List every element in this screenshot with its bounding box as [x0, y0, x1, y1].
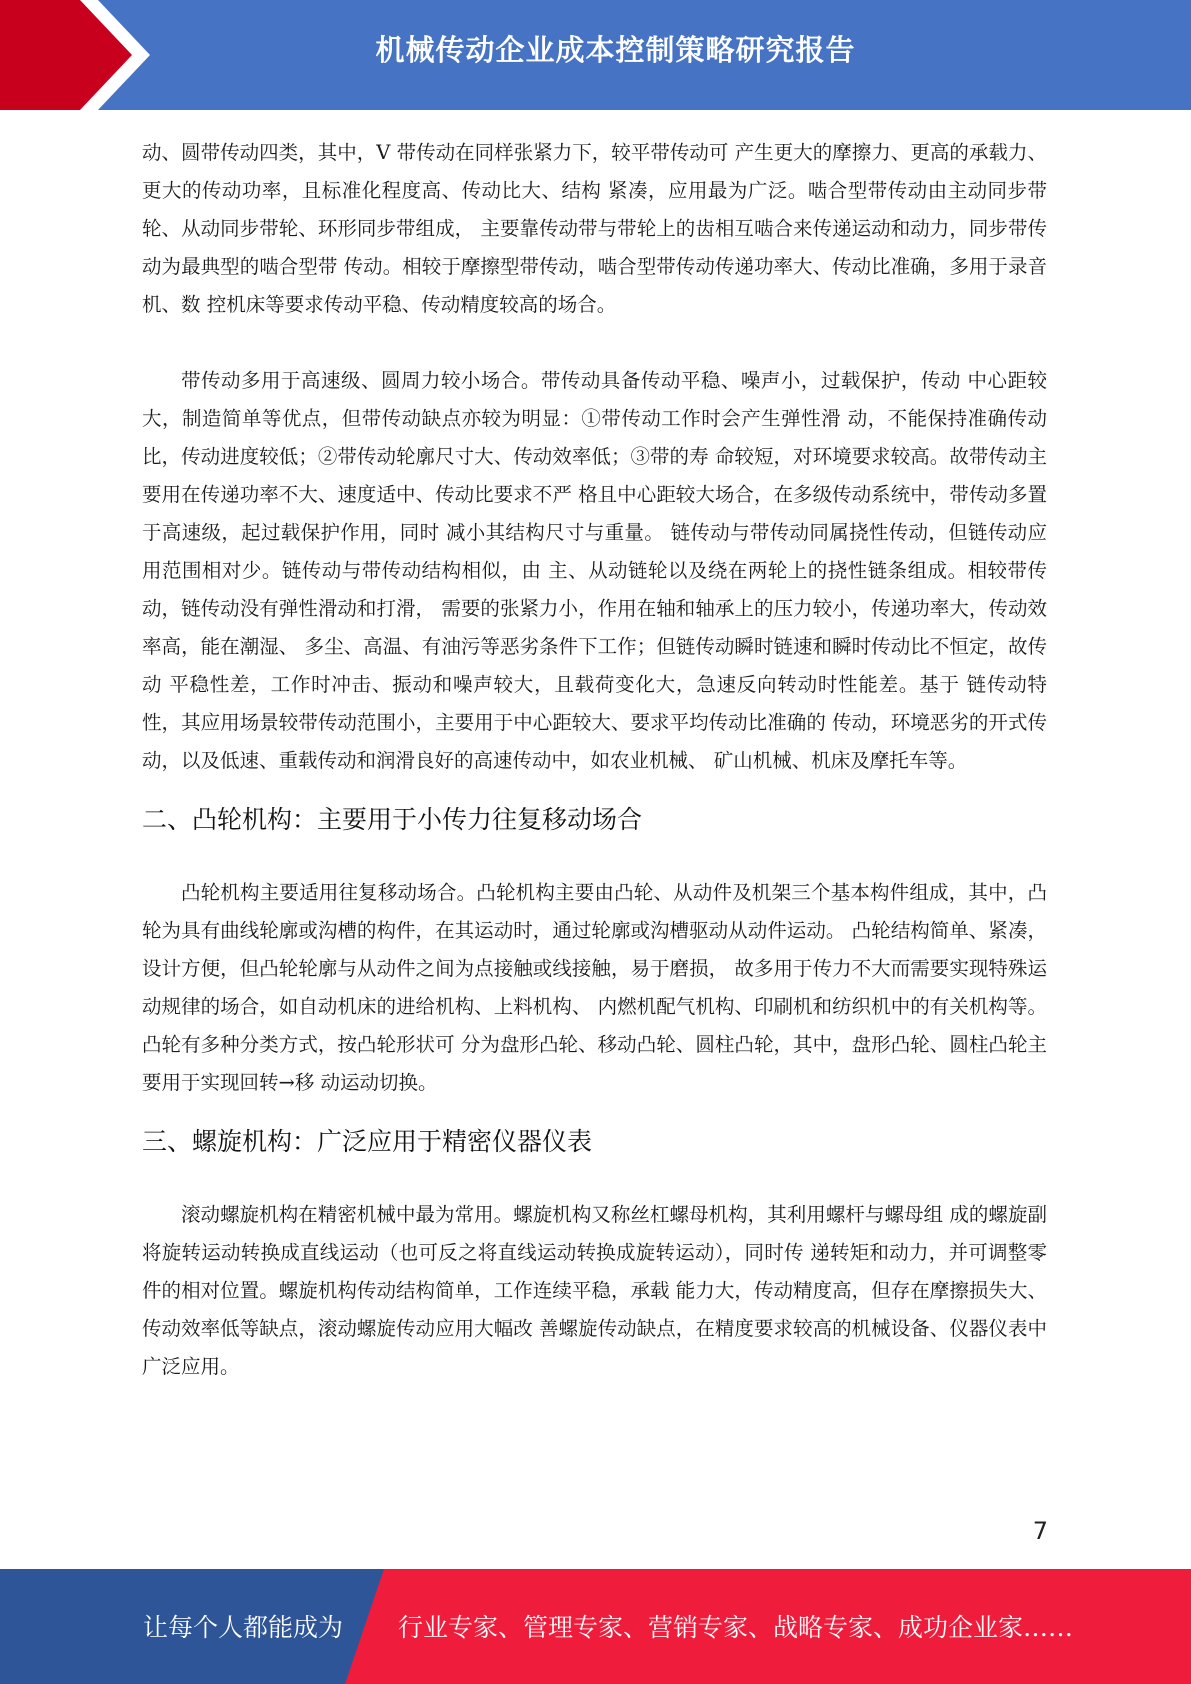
main-content	[142, 134, 1047, 1386]
section-heading: 二、凸轮机构：主要用于小传力往复移动场合	[142, 805, 643, 834]
footer-slogan-right: 行业专家、管理专家、营销专家、战略专家、成功企业家……	[398, 1613, 1074, 1642]
section-heading: 三、螺旋机构：广泛应用于精密仪器仪表	[142, 1127, 593, 1156]
footer-slogan-left: 让每个人都能成为	[143, 1613, 344, 1642]
report-title: 机械传动企业成本控制策略研究报告	[375, 33, 856, 67]
page-header	[0, 0, 1191, 110]
body-paragraph: 滚动螺旋机构在精密机械中最为常用。螺旋机构又称丝杠螺母机构，其利用螺杆与螺母组 成的螺旋副将旋转运动转换成直线运动（也可反之将直线运动转换成旋转运动），同时传 递转矩和动力，并可调整零件的相对位置。螺旋机构传动结构简单，工作连续平稳，承载 能力大，传动精度高，但存在摩擦损失大、传动效率低等缺点，滚动螺旋传动应用大幅改 善螺旋传动缺点，在精度要求较高的机械设备、仪器仪表中广泛应用。	[142, 1203, 1047, 1378]
page-number: 7	[1032, 1517, 1048, 1545]
body-paragraph: 凸轮机构主要适用往复移动场合。凸轮机构主要由凸轮、从动件及机架三个基本构件组成，其中，凸轮为具有曲线轮廓或沟槽的构件，在其运动时，通过轮廓或沟槽驱动从动件运动。 凸轮结构简单、紧凑，设计方便，但凸轮轮廓与从动件之间为点接触或线接触，易于磨损， 故多用于传力不大而需要实现特殊运动规律的场合，如自动机床的进给机构、上料机构、 内燃机配气机构、印刷机和纺织机中的有关机构等。凸轮有多种分类方式，按凸轮形状可 分为盘形凸轮、移动凸轮、圆柱凸轮，其中，盘形凸轮、圆柱凸轮主要用于实现回转→移 动运动切换。	[142, 881, 1047, 1094]
body-paragraph: 动、圆带传动四类，其中，V 带传动在同样张紧力下，较平带传动可 产生更大的摩擦力、更高的承载力、更大的传动功率，且标准化程度高、传动比大、结构 紧凑，应用最为广泛。啮合型带传动由主动同步带轮、从动同步带轮、环形同步带组成， 主要靠传动带与带轮上的齿相互啮合来传递运动和动力，同步带传动为最典型的啮合型带 传动。相较于摩擦型带传动，啮合型带传动传递功率大、传动比准确，多用于录音机、数 控机床等要求传动平稳、传动精度较高的场合。	[142, 141, 1047, 316]
body-paragraph: 带传动多用于高速级、圆周力较小场合。带传动具备传动平稳、噪声小，过载保护，传动 中心距较大，制造简单等优点，但带传动缺点亦较为明显：①带传动工作时会产生弹性滑 动，不能保持准确传动比，传动进度较低；②带传动轮廓尺寸大、传动效率低；③带的寿 命较短，对环境要求较高。故带传动主要用在传递功率不大、速度适中、传动比要求不严 格且中心距较大场合，在多级传动系统中，带传动多置于高速级，起过载保护作用，同时 减小其结构尺寸与重量。 链传动与带传动同属挠性传动，但链传动应用范围相对少。链传动与带传动结构相似，由 主、从动链轮以及绕在两轮上的挠性链条组成。相较带传动，链传动没有弹性滑动和打滑， 需要的张紧力小，作用在轴和轴承上的压力较小，传递功率大，传动效率高，能在潮湿、 多尘、高温、有油污等恶劣条件下工作；但链传动瞬时链速和瞬时传动比不恒定，故传动 平稳性差，工作时冲击、振动和噪声较大，且载荷变化大，急速反向转动时性能差。基于 链传动特性，其应用场景较带传动范围小，主要用于中心距较大、要求平均传动比准确的 传动，环境恶劣的开式传动，以及低速、重载传动和润滑良好的高速传动中，如农业机械、 矿山机械、机床及摩托车等。	[142, 369, 1047, 772]
page-footer	[0, 1569, 1191, 1684]
